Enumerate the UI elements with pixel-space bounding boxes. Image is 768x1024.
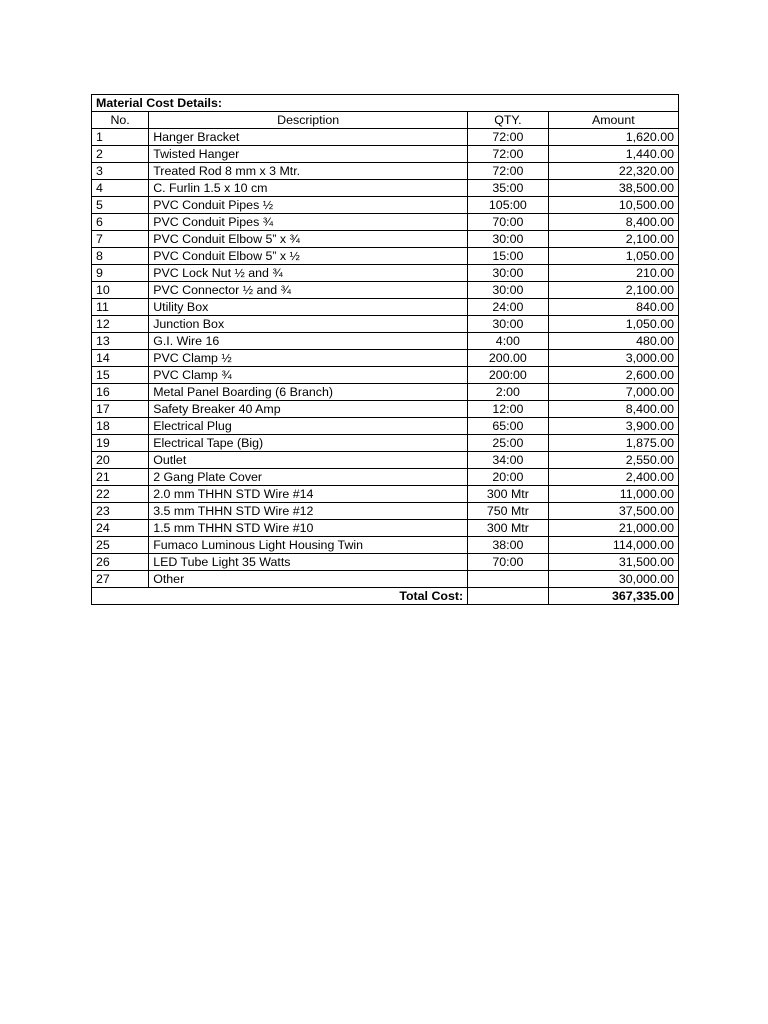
table-row [92, 520, 679, 537]
row-description: Other [149, 571, 468, 588]
header-amount: Amount [548, 112, 678, 129]
row-qty: 105:00 [468, 197, 549, 214]
row-description: Electrical Plug [149, 418, 468, 435]
row-amount: 1,875.00 [548, 435, 678, 452]
row-no: 3 [92, 163, 149, 180]
row-description: Utility Box [149, 299, 468, 316]
row-qty: 300 Mtr [468, 486, 549, 503]
table-row [92, 452, 679, 469]
row-no: 20 [92, 452, 149, 469]
row-amount: 10,500.00 [548, 197, 678, 214]
row-description: 2 Gang Plate Cover [149, 469, 468, 486]
row-description: 3.5 mm THHN STD Wire #12 [149, 503, 468, 520]
table-row [92, 367, 679, 384]
table-row [92, 486, 679, 503]
row-no: 8 [92, 248, 149, 265]
row-qty: 200:00 [468, 367, 549, 384]
table-row [92, 503, 679, 520]
table-row [92, 231, 679, 248]
row-qty: 30:00 [468, 316, 549, 333]
row-qty: 72:00 [468, 163, 549, 180]
row-qty: 24:00 [468, 299, 549, 316]
total-row [92, 588, 679, 605]
row-no: 18 [92, 418, 149, 435]
table-row [92, 537, 679, 554]
row-qty: 750 Mtr [468, 503, 549, 520]
row-no: 26 [92, 554, 149, 571]
table-row [92, 384, 679, 401]
row-description: PVC Lock Nut ½ and ¾ [149, 265, 468, 282]
row-no: 16 [92, 384, 149, 401]
table-row [92, 129, 679, 146]
row-description: PVC Conduit Pipes ½ [149, 197, 468, 214]
row-qty: 30:00 [468, 282, 549, 299]
material-cost-sheet [91, 94, 679, 605]
row-no: 7 [92, 231, 149, 248]
row-no: 24 [92, 520, 149, 537]
row-amount: 31,500.00 [548, 554, 678, 571]
row-no: 10 [92, 282, 149, 299]
row-description: C. Furlin 1.5 x 10 cm [149, 180, 468, 197]
row-qty: 2:00 [468, 384, 549, 401]
row-qty: 35:00 [468, 180, 549, 197]
row-amount: 1,440.00 [548, 146, 678, 163]
row-amount: 3,000.00 [548, 350, 678, 367]
row-qty: 65:00 [468, 418, 549, 435]
row-qty: 72:00 [468, 146, 549, 163]
title-row [92, 95, 679, 112]
row-no: 12 [92, 316, 149, 333]
row-description: Hanger Bracket [149, 129, 468, 146]
table-row [92, 299, 679, 316]
row-no: 6 [92, 214, 149, 231]
row-no: 1 [92, 129, 149, 146]
row-amount: 2,100.00 [548, 231, 678, 248]
row-description: Safety Breaker 40 Amp [149, 401, 468, 418]
row-description: Twisted Hanger [149, 146, 468, 163]
row-no: 15 [92, 367, 149, 384]
row-amount: 37,500.00 [548, 503, 678, 520]
table-row [92, 197, 679, 214]
table-row [92, 282, 679, 299]
table-row [92, 214, 679, 231]
table-row [92, 146, 679, 163]
row-qty: 300 Mtr [468, 520, 549, 537]
row-qty: 38:00 [468, 537, 549, 554]
row-amount: 21,000.00 [548, 520, 678, 537]
row-description: PVC Clamp ½ [149, 350, 468, 367]
row-qty: 25:00 [468, 435, 549, 452]
table-row [92, 418, 679, 435]
row-qty: 200.00 [468, 350, 549, 367]
table-row [92, 350, 679, 367]
row-qty: 70:00 [468, 554, 549, 571]
header-no: No. [92, 112, 149, 129]
table-row [92, 180, 679, 197]
row-amount: 22,320.00 [548, 163, 678, 180]
row-no: 27 [92, 571, 149, 588]
row-amount: 1,050.00 [548, 316, 678, 333]
row-no: 22 [92, 486, 149, 503]
total-qty-empty [468, 588, 549, 605]
row-no: 5 [92, 197, 149, 214]
header-description: Description [149, 112, 468, 129]
row-description: PVC Clamp ¾ [149, 367, 468, 384]
row-qty: 72:00 [468, 129, 549, 146]
row-amount: 840.00 [548, 299, 678, 316]
row-amount: 2,550.00 [548, 452, 678, 469]
row-amount: 210.00 [548, 265, 678, 282]
row-amount: 1,050.00 [548, 248, 678, 265]
row-amount: 3,900.00 [548, 418, 678, 435]
table-row [92, 435, 679, 452]
row-qty: 30:00 [468, 231, 549, 248]
row-no: 19 [92, 435, 149, 452]
row-amount: 7,000.00 [548, 384, 678, 401]
row-description: Junction Box [149, 316, 468, 333]
table-row [92, 333, 679, 350]
row-no: 13 [92, 333, 149, 350]
row-description: G.I. Wire 16 [149, 333, 468, 350]
row-description: 1.5 mm THHN STD Wire #10 [149, 520, 468, 537]
row-no: 9 [92, 265, 149, 282]
row-qty: 20:00 [468, 469, 549, 486]
row-no: 21 [92, 469, 149, 486]
row-amount: 38,500.00 [548, 180, 678, 197]
material-cost-table [91, 94, 679, 605]
row-no: 25 [92, 537, 149, 554]
table-row [92, 554, 679, 571]
row-description: PVC Conduit Elbow 5” x ¾ [149, 231, 468, 248]
table-row [92, 571, 679, 588]
row-qty: 30:00 [468, 265, 549, 282]
row-description: 2.0 mm THHN STD Wire #14 [149, 486, 468, 503]
row-no: 4 [92, 180, 149, 197]
row-description: Electrical Tape (Big) [149, 435, 468, 452]
row-amount: 11,000.00 [548, 486, 678, 503]
row-qty: 34:00 [468, 452, 549, 469]
row-description: Metal Panel Boarding (6 Branch) [149, 384, 468, 401]
row-description: Fumaco Luminous Light Housing Twin [149, 537, 468, 554]
row-description: PVC Connector ½ and ¾ [149, 282, 468, 299]
header-row [92, 112, 679, 129]
row-no: 17 [92, 401, 149, 418]
row-amount: 2,600.00 [548, 367, 678, 384]
table-row [92, 316, 679, 333]
row-qty [468, 571, 549, 588]
row-qty: 4:00 [468, 333, 549, 350]
table-row [92, 401, 679, 418]
row-no: 14 [92, 350, 149, 367]
row-description: Outlet [149, 452, 468, 469]
row-amount: 1,620.00 [548, 129, 678, 146]
table-row [92, 469, 679, 486]
row-amount: 480.00 [548, 333, 678, 350]
row-description: Treated Rod 8 mm x 3 Mtr. [149, 163, 468, 180]
row-description: PVC Conduit Pipes ¾ [149, 214, 468, 231]
table-row [92, 248, 679, 265]
table-row [92, 163, 679, 180]
row-no: 11 [92, 299, 149, 316]
row-no: 2 [92, 146, 149, 163]
table-row [92, 265, 679, 282]
row-description: PVC Conduit Elbow 5” x ½ [149, 248, 468, 265]
header-qty: QTY. [468, 112, 549, 129]
row-description: LED Tube Light 35 Watts [149, 554, 468, 571]
row-qty: 70:00 [468, 214, 549, 231]
row-amount: 2,100.00 [548, 282, 678, 299]
row-no: 23 [92, 503, 149, 520]
total-label: Total Cost: [92, 588, 468, 605]
total-amount: 367,335.00 [548, 588, 678, 605]
row-amount: 8,400.00 [548, 401, 678, 418]
row-qty: 15:00 [468, 248, 549, 265]
table-title: Material Cost Details: [92, 95, 679, 112]
row-amount: 8,400.00 [548, 214, 678, 231]
row-amount: 30,000.00 [548, 571, 678, 588]
row-amount: 2,400.00 [548, 469, 678, 486]
row-qty: 12:00 [468, 401, 549, 418]
row-amount: 114,000.00 [548, 537, 678, 554]
